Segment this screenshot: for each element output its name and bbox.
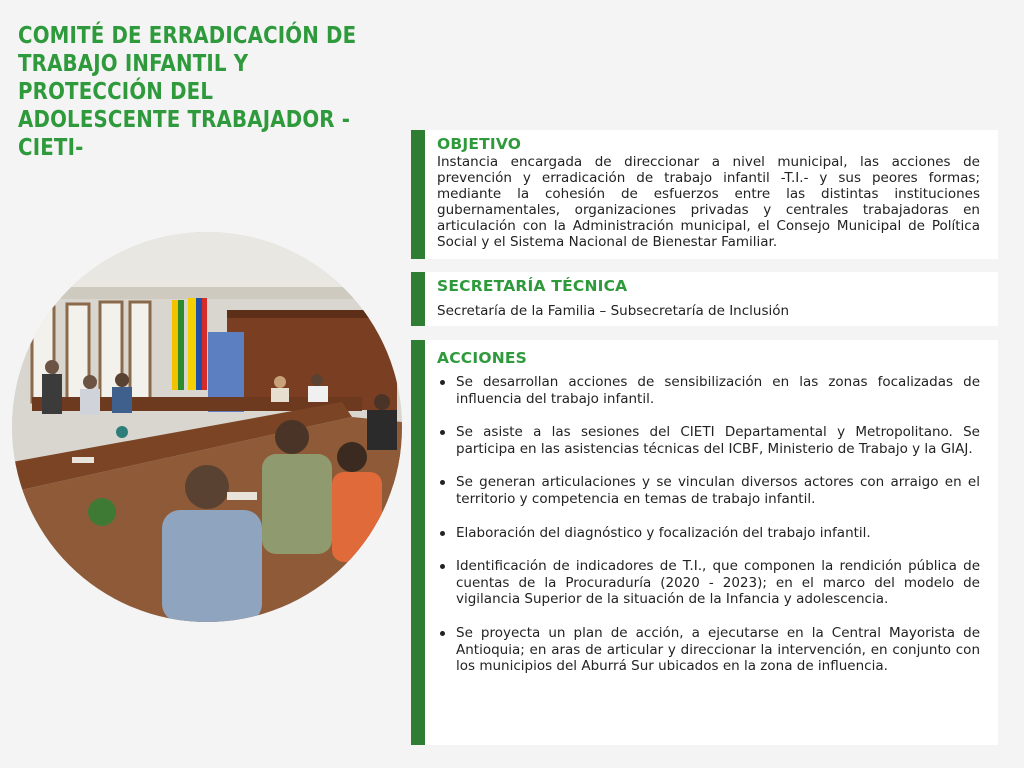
secretaria-heading: SECRETARÍA TÉCNICA: [437, 277, 628, 295]
bullet-icon: [440, 564, 445, 569]
list-item: [437, 525, 980, 542]
list-item: [437, 424, 980, 457]
bullet-icon: [440, 531, 445, 536]
meeting-photo: [12, 232, 402, 622]
meeting-photo-illustration: [12, 232, 402, 622]
bullet-icon: [440, 480, 445, 485]
list-item-text: Identificación de indicadores de T.I., que componen la rendición pública de cuentas de la Procuraduría (2020 - 2023); en el marco del modelo de vigilancia Superior de la situación de la Infancia y adolescencia.: [456, 558, 980, 608]
list-item-text: Se asiste a las sesiones del CIETI Departamental y Metropolitano. Se participa en las asistencias técnicas del ICBF, Ministerio de Trabajo y la GIAJ.: [456, 424, 980, 457]
objetivo-heading: OBJETIVO: [437, 135, 522, 153]
list-item-text: Se desarrollan acciones de sensibilización en las zonas focalizadas de influencia del trabajo infantil.: [456, 374, 980, 407]
list-item: [437, 558, 980, 608]
list-item-text: Se generan articulaciones y se vinculan diversos actores con arraigo en el territorio y competencia en temas de trabajo infantil.: [456, 474, 980, 507]
objetivo-card: [411, 130, 998, 259]
page-title: COMITÉ DE ERRADICACIÓN DE TRABAJO INFANTIL Y PROTECCIÓN DEL ADOLESCENTE TRABAJADOR -CIETI-: [18, 23, 357, 161]
secretaria-text: Secretaría de la Familia – Subsecretaría de Inclusión: [437, 303, 790, 319]
secretaria-card: [411, 272, 998, 326]
acciones-heading: ACCIONES: [437, 349, 528, 367]
list-item-text: Elaboración del diagnóstico y focalización del trabajo infantil.: [456, 524, 871, 541]
list-item: [437, 374, 980, 407]
acciones-list: [437, 374, 980, 675]
list-item: [437, 625, 980, 675]
list-item-text: Se proyecta un plan de acción, a ejecutarse en la Central Mayorista de Antioquia; en aras de articular y direccionar la intervención, en conjunto con los municipios del Aburrá Sur ubicados en la zona de influencia.: [456, 624, 980, 675]
objetivo-text: Instancia encargada de direccionar a nivel municipal, las acciones de prevención y erradicación de trabajo infantil -T.I.- y sus peores formas; mediante la cohesión de esfuerzos entre las distintas instituciones gubernamentales, organizaciones privadas y centrales trabajadoras en articulación con la Administración municipal, el Consejo Municipal de Política Social y el Sistema Nacional de Bienestar Familiar.: [437, 154, 980, 250]
acciones-card: [411, 340, 998, 745]
bullet-icon: [440, 631, 445, 636]
bullet-icon: [440, 380, 445, 385]
list-item: [437, 474, 980, 507]
bullet-icon: [440, 430, 445, 435]
